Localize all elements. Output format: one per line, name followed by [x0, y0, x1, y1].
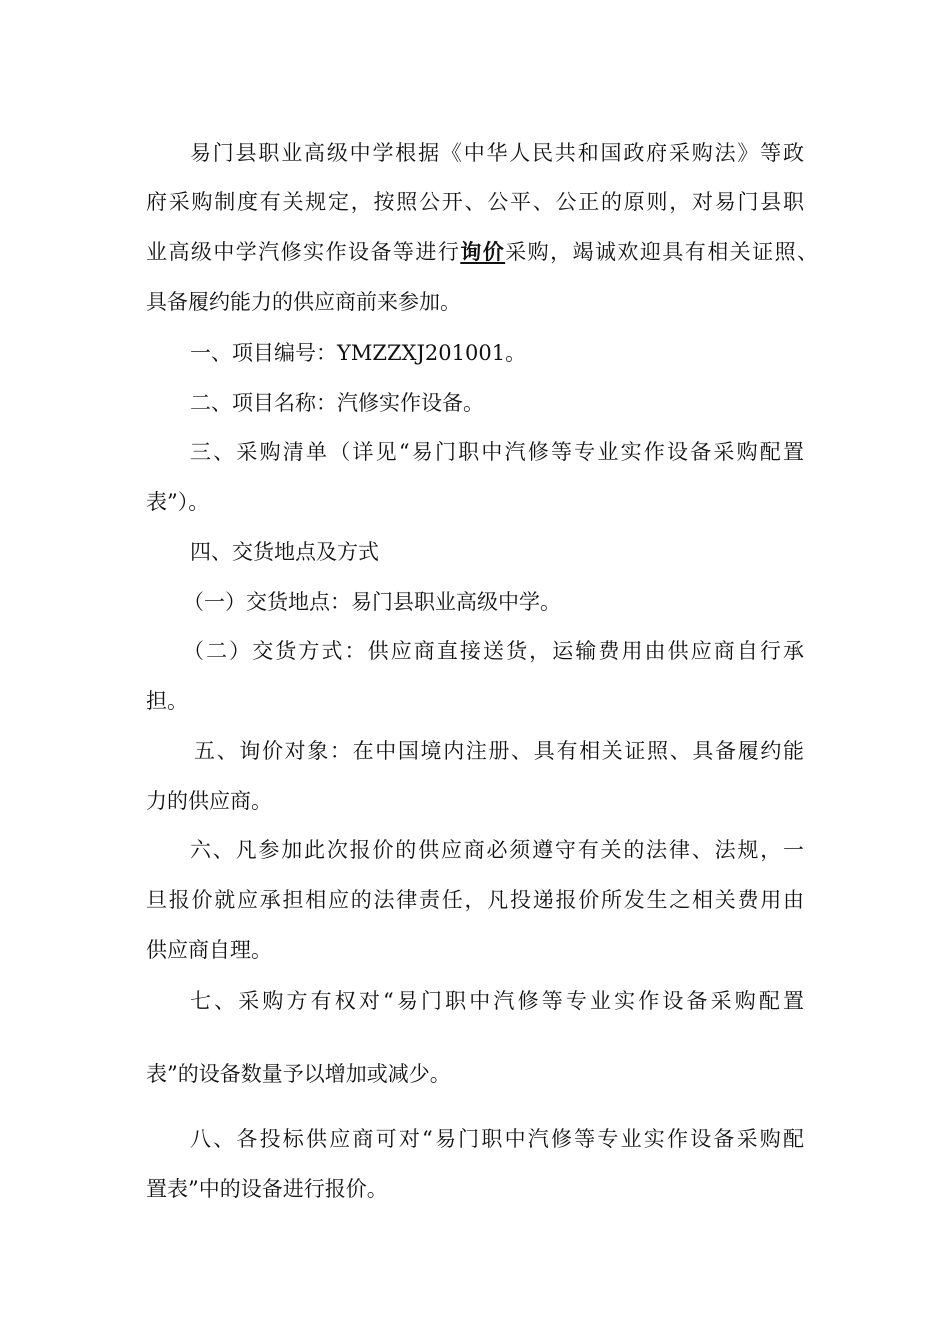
quantity-right-line-1: 七、采购方有权对“易门职中汽修等专业实作设备采购配置: [190, 989, 804, 1013]
delivery-method-line-1: （二）交货方式：供应商直接送货，运输费用由供应商自行承: [183, 639, 804, 663]
delivery-title: 四、交货地点及方式: [190, 540, 379, 564]
delivery-method-line-2: 担。: [146, 689, 188, 713]
intro-line-3: [146, 239, 818, 265]
project-name: 二、项目名称：汽修实作设备。: [190, 391, 484, 415]
project-number: 一、项目编号：YMZZXJ201001。: [190, 341, 527, 365]
inquiry-target-line-1: 五、询价对象：在中国境内注册、具有相关证照、具备履约能: [194, 739, 804, 763]
bidding-line-2: 置表”中的设备进行报价。: [146, 1177, 388, 1201]
legal-line-1: 六、凡参加此次报价的供应商必须遵守有关的法律、法规，一: [190, 838, 804, 862]
inquiry-target-line-2: 力的供应商。: [146, 789, 272, 813]
purchase-list-line-2: 表”）。: [146, 490, 210, 514]
intro-line-3-before: 业高级中学汽修实作设备等进行: [146, 240, 461, 264]
delivery-location: （一）交货地点：易门县职业高级中学。: [183, 590, 561, 614]
intro-line-2: 府采购制度有关规定，按照公开、公平、公正的原则，对易门县职: [146, 190, 804, 214]
intro-line-3-after: 采购，竭诚欢迎具有相关证照、: [505, 240, 819, 264]
bidding-line-1: 八、各投标供应商可对“易门职中汽修等专业实作设备采购配: [190, 1127, 804, 1151]
quantity-right-line-2: 表”的设备数量予以增加或减少。: [146, 1062, 451, 1086]
intro-line-1: 易门县职业高级中学根据《中华人民共和国政府采购法》等政: [190, 141, 804, 165]
legal-line-2: 旦报价就应承担相应的法律责任，凡投递报价所发生之相关费用由: [146, 888, 804, 912]
legal-line-3: 供应商自理。: [146, 938, 272, 962]
purchase-list-line-1: 三、采购清单（详见“易门职中汽修等专业实作设备采购配置: [190, 440, 804, 464]
inquiry-highlight: 询价: [460, 239, 506, 264]
intro-line-4: 具备履约能力的供应商前来参加。: [146, 290, 461, 314]
